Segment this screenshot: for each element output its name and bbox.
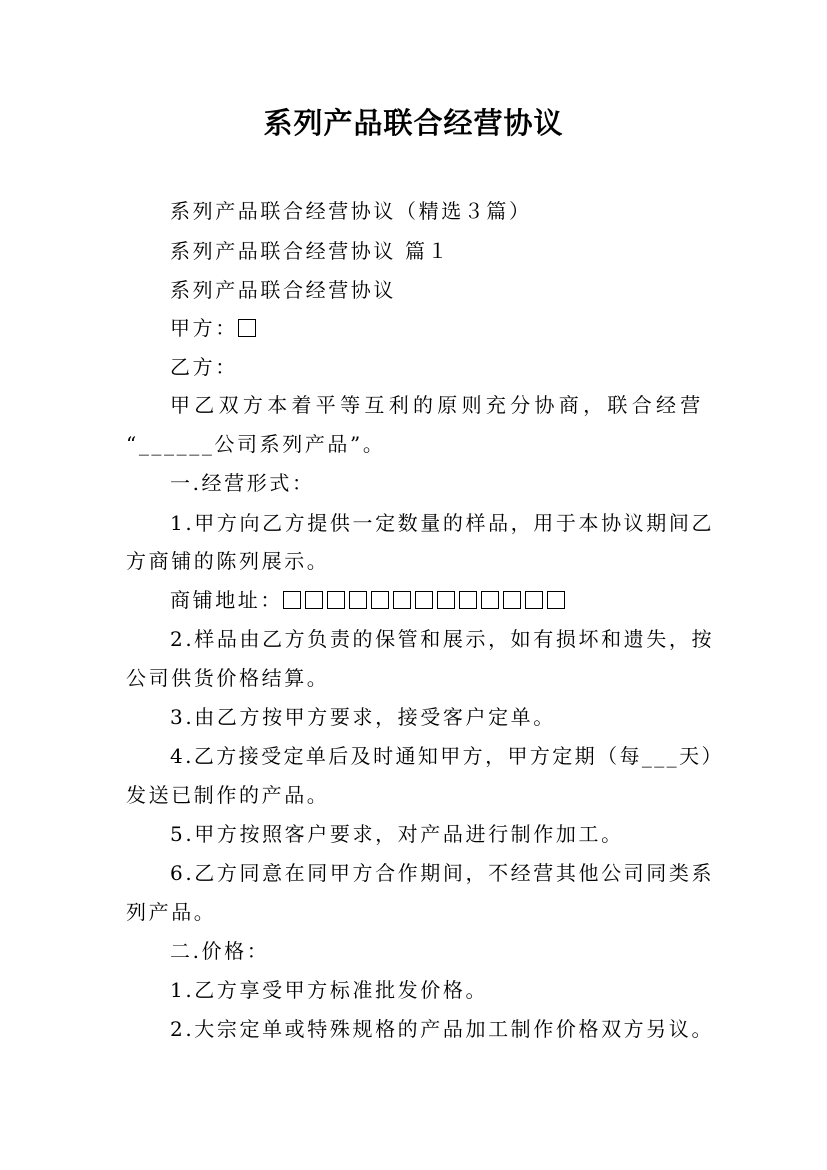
blank-box bbox=[305, 591, 323, 609]
section-heading-operation: 一.经营形式： bbox=[170, 471, 315, 495]
clause-1-5: 5.甲方按照客户要求，对产品进行制作加工。 bbox=[170, 822, 624, 846]
clause-2-2: 2.大宗定单或特殊规格的产品加工制作价格双方另议。 bbox=[170, 1017, 715, 1041]
blank-box bbox=[238, 319, 256, 337]
blank-box bbox=[371, 591, 389, 609]
clause-1-1: 1.甲方向乙方提供一定数量的样品，用于本协议期间乙 bbox=[170, 511, 715, 535]
clause-1-1-cont: 方商铺的陈列展示。 bbox=[126, 549, 330, 573]
clause-1-6: 6.乙方同意在同甲方合作期间，不经营其他公司同类系 bbox=[170, 861, 715, 885]
blank-box bbox=[415, 591, 433, 609]
blank-box bbox=[459, 591, 477, 609]
blank-box bbox=[283, 591, 301, 609]
document-title: 系列产品联合经营协议 bbox=[263, 106, 564, 140]
blank-box bbox=[437, 591, 455, 609]
clause-1-4-cont: 发送已制作的产品。 bbox=[126, 783, 330, 807]
clause-1-2-cont: 公司供货价格结算。 bbox=[126, 666, 330, 690]
section-heading-price: 二.价格： bbox=[170, 939, 270, 963]
blank-box bbox=[349, 591, 367, 609]
paragraph-intro: 甲乙双方本着平等互利的原则充分协商，联合经营 bbox=[170, 393, 705, 417]
agreement-name: 系列产品联合经营协议 bbox=[170, 278, 396, 302]
party-a-line bbox=[170, 313, 260, 343]
clause-1-4: 4.乙方接受定单后及时通知甲方，甲方定期（每___天） bbox=[170, 744, 724, 768]
blank-box bbox=[525, 591, 543, 609]
blank-box bbox=[547, 591, 565, 609]
blank-box bbox=[327, 591, 345, 609]
clause-1-6-cont: 列产品。 bbox=[126, 900, 217, 924]
shop-address-label: 商铺地址： bbox=[170, 588, 283, 612]
blank-box bbox=[393, 591, 411, 609]
blank-box bbox=[503, 591, 521, 609]
party-a-label: 甲方： bbox=[170, 316, 238, 340]
paragraph-intro-cont: “______公司系列产品”。 bbox=[126, 432, 386, 456]
section-heading-part1: 系列产品联合经营协议 篇１ bbox=[170, 239, 451, 263]
clause-1-2: 2.样品由乙方负责的保管和展示，如有损坏和遗失，按 bbox=[170, 627, 715, 651]
clause-1-3: 3.由乙方按甲方要求，接受客户定单。 bbox=[170, 705, 556, 729]
party-b-line: 乙方： bbox=[170, 355, 238, 379]
subtitle-selected: 系列产品联合经营协议（精选３篇） bbox=[170, 199, 532, 223]
shop-address-line bbox=[170, 585, 569, 615]
blank-box bbox=[481, 591, 499, 609]
clause-2-1: 1.乙方享受甲方标准批发价格。 bbox=[170, 978, 489, 1002]
